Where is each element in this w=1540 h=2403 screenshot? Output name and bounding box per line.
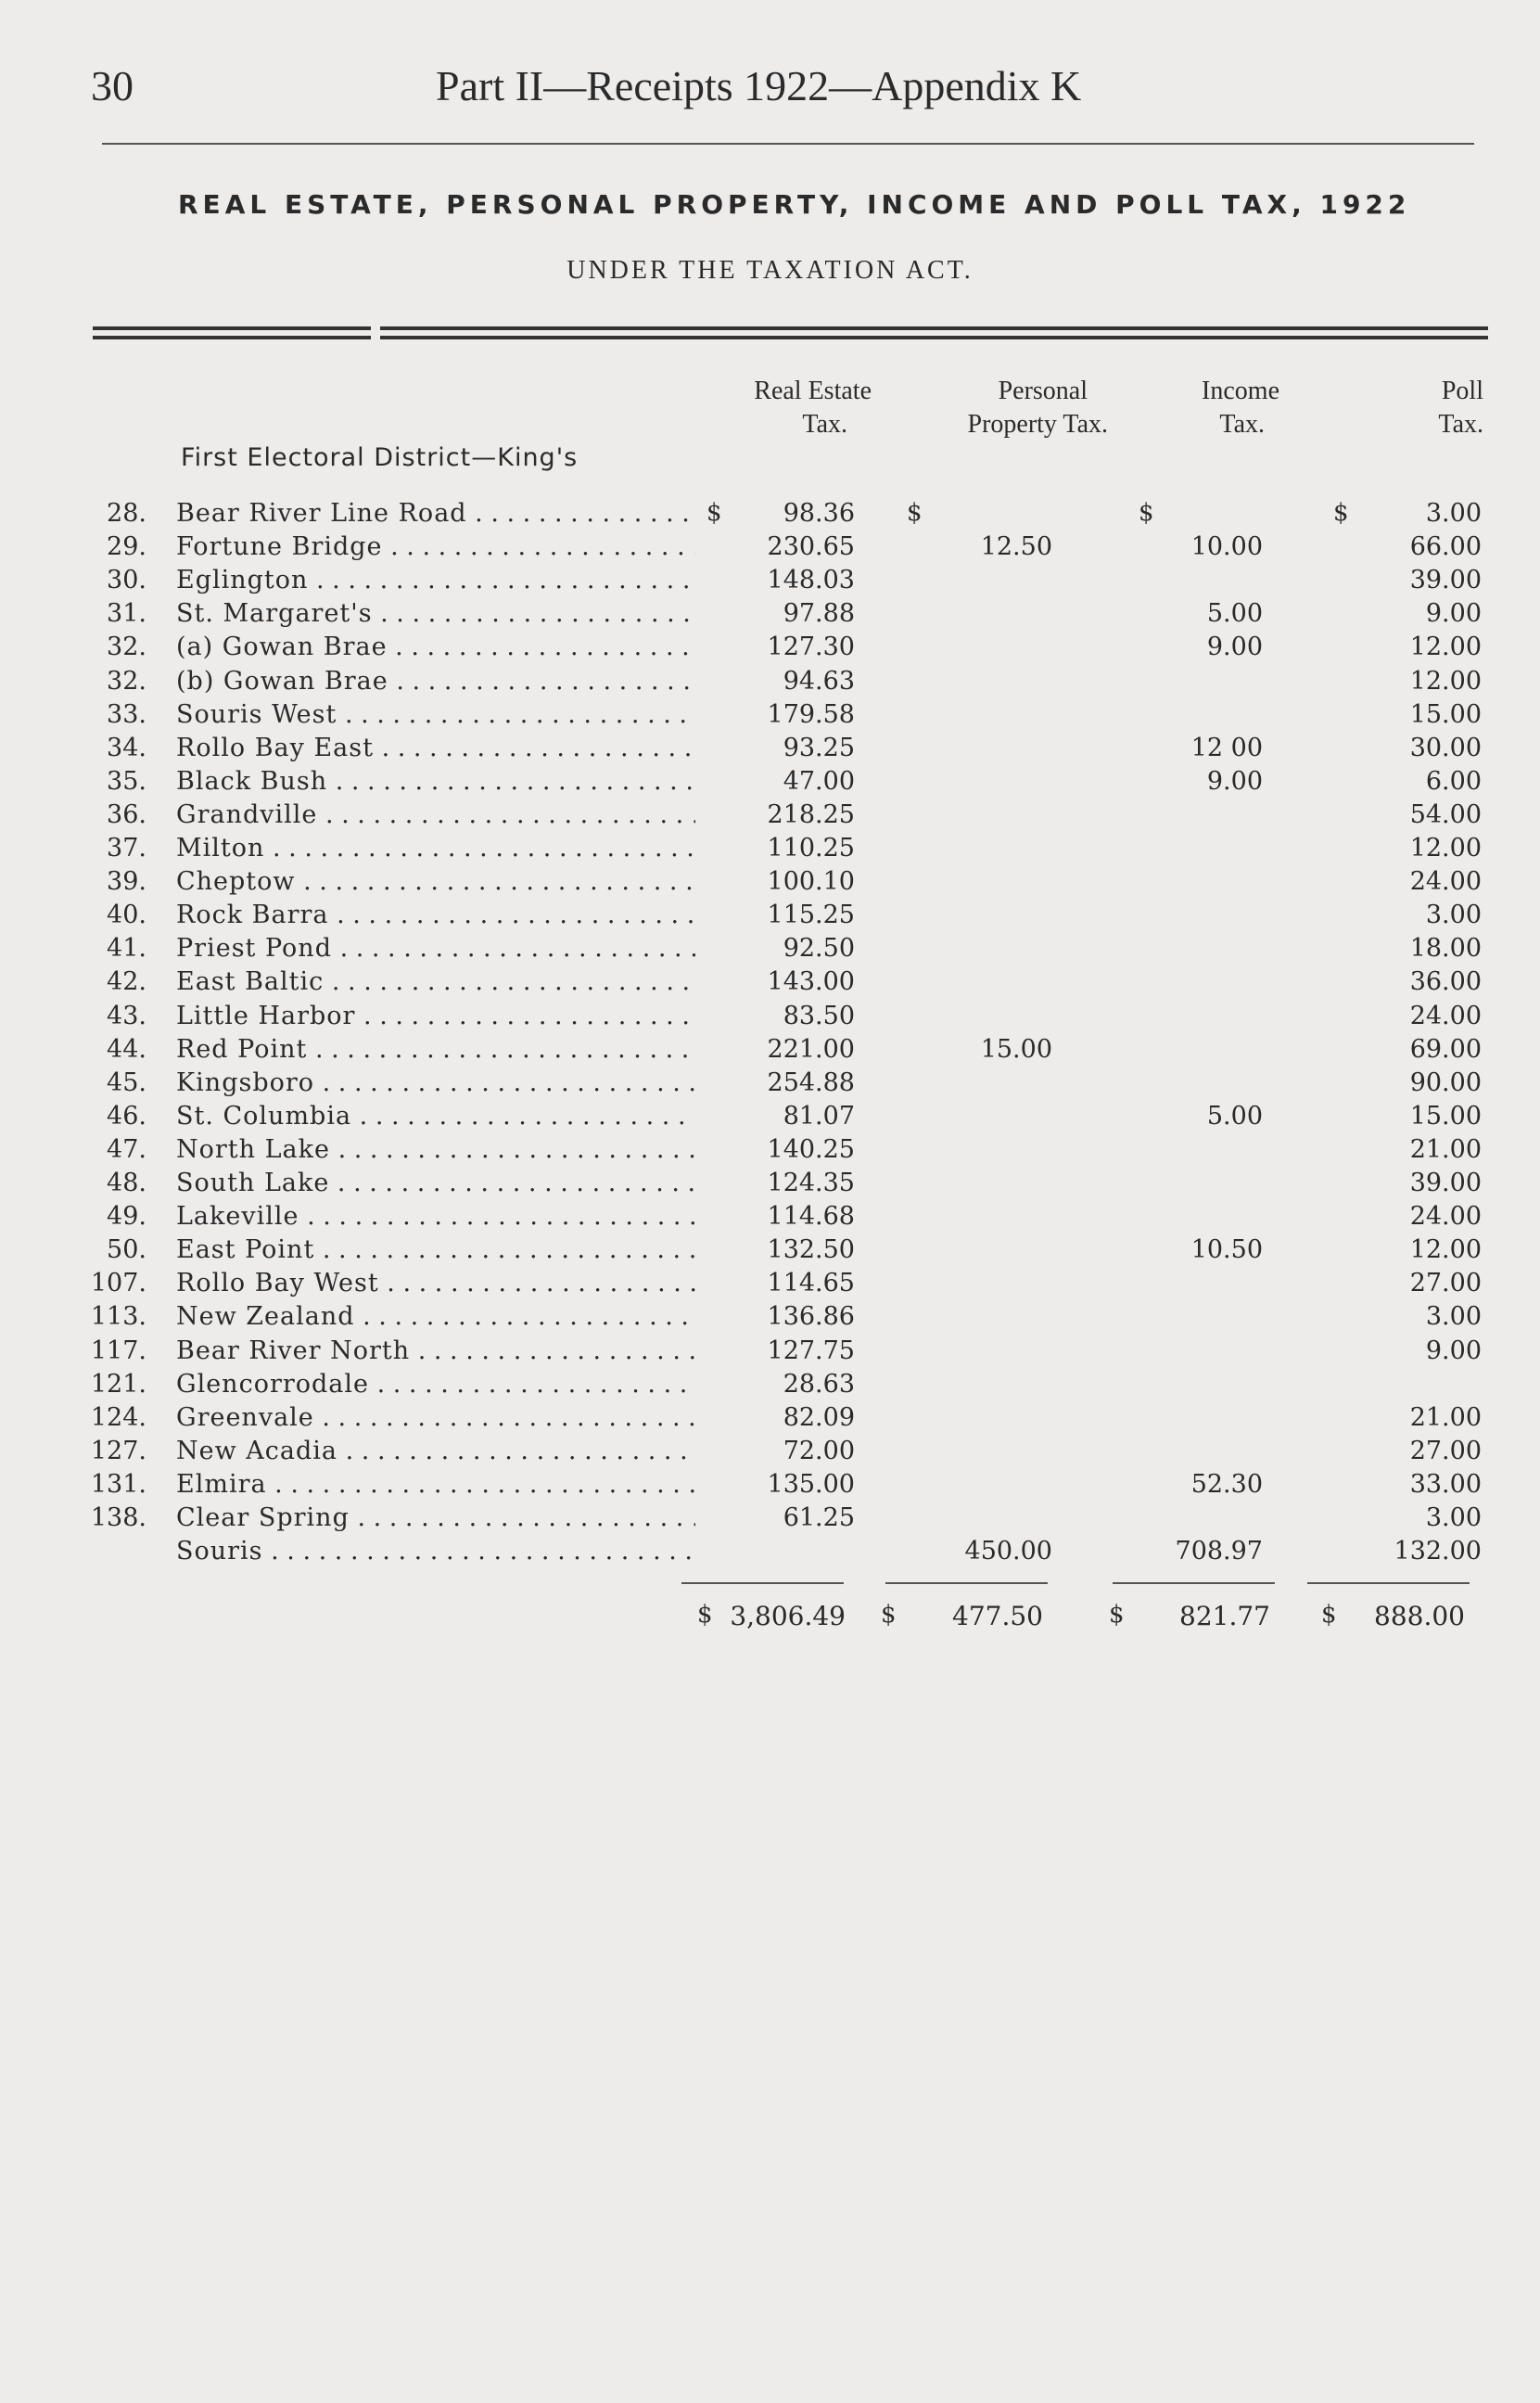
poll-tax: 33.00	[1409, 1469, 1482, 1499]
column-header-line: Income	[1202, 377, 1279, 405]
poll-tax: 24.00	[1409, 1001, 1482, 1030]
double-rule-right-top	[380, 326, 1488, 330]
poll-tax: 54.00	[1409, 799, 1482, 829]
poll-tax: 132.00	[1394, 1537, 1482, 1566]
poll-tax: 12.00	[1409, 633, 1482, 662]
district-name: Rollo Bay West . . .	[176, 1269, 695, 1297]
district-name: South Lake . . .	[176, 1169, 695, 1197]
row-number: 48.	[107, 1169, 146, 1197]
row-number: 41.	[107, 934, 146, 964]
column-header-line: Personal	[998, 377, 1088, 405]
income-tax: 708.97	[1175, 1537, 1263, 1566]
district-name: Greenvale . . .	[176, 1403, 695, 1432]
poll-tax: 39.00	[1409, 566, 1482, 595]
district-name: (b) Gowan Brae . . .	[176, 667, 695, 696]
column-header-income	[1140, 375, 1279, 441]
poll-tax: 15.00	[1409, 699, 1482, 729]
table-row	[0, 1035, 1540, 1068]
table-row	[0, 1537, 1540, 1570]
district-name: Cheptow . . .	[176, 867, 695, 896]
poll-tax: 36.00	[1409, 967, 1482, 997]
real-estate-tax: 127.30	[767, 633, 855, 662]
table-row	[0, 667, 1540, 700]
row-number: 121.	[90, 1369, 146, 1399]
poll-tax: 6.00	[1425, 766, 1482, 796]
table-row	[0, 934, 1540, 967]
real-estate-tax: 124.35	[767, 1169, 855, 1197]
district-name: Bear River Line Road . . .	[176, 499, 695, 528]
personal-property-tax: 15.00	[980, 1034, 1052, 1064]
real-estate-tax: 135.00	[767, 1469, 855, 1499]
district-name: Souris . . .	[176, 1537, 695, 1566]
poll-tax: 3.00	[1425, 499, 1482, 528]
district-name: Lakeville . . .	[176, 1202, 695, 1231]
page-header-title: Part II—Receipts 1922—Appendix K	[436, 62, 1082, 109]
district-name: St. Columbia . . .	[176, 1102, 695, 1131]
real-estate-tax: 98.36	[783, 499, 855, 528]
sum-rule-personal	[885, 1582, 1048, 1584]
district-name: New Zealand . . .	[176, 1302, 695, 1331]
row-number: 33.	[107, 699, 146, 729]
poll-tax: 27.00	[1409, 1436, 1482, 1465]
row-number: 138.	[90, 1503, 146, 1532]
row-number: 29.	[107, 532, 146, 562]
income-tax: 9.00	[1206, 633, 1263, 662]
double-rule-right-bottom	[380, 336, 1488, 339]
table-row	[0, 1068, 1540, 1102]
row-number: 35.	[107, 766, 146, 796]
real-estate-tax: 82.09	[783, 1402, 855, 1432]
page-number: 30	[91, 62, 134, 109]
district-name: Glencorrodale . . .	[176, 1370, 695, 1399]
total-personal: 477.50	[952, 1601, 1043, 1631]
real-estate-tax: 114.68	[767, 1202, 855, 1232]
district-name: Black Bush . . .	[176, 767, 695, 796]
row-number: 50.	[107, 1235, 146, 1265]
district-name: Milton . . .	[176, 834, 695, 863]
district-name: Eglington . . .	[176, 566, 695, 594]
document-subtitle: UNDER THE TAXATION ACT.	[566, 256, 974, 285]
poll-tax: 3.00	[1425, 1302, 1482, 1332]
row-number: 117.	[90, 1336, 146, 1365]
poll-tax: 12.00	[1409, 666, 1482, 696]
district-name: St. Margaret's . . .	[176, 599, 695, 628]
table-row	[0, 867, 1540, 901]
poll-tax: 69.00	[1409, 1034, 1482, 1064]
row-number: 49.	[107, 1202, 146, 1232]
first-row-dollar-income: $	[1139, 499, 1154, 527]
poll-tax: 9.00	[1425, 1336, 1482, 1365]
table-row	[0, 532, 1540, 566]
table-row	[0, 499, 1540, 532]
district-name: (a) Gowan Brae . . .	[176, 633, 695, 661]
first-row-dollar-real-estate: $	[706, 499, 722, 527]
poll-tax: 12.00	[1409, 834, 1482, 863]
table-row	[0, 566, 1540, 599]
column-header-line: Poll	[1441, 377, 1483, 405]
real-estate-tax: 83.50	[783, 1001, 855, 1030]
total-income: 821.77	[1179, 1601, 1270, 1631]
table-row	[0, 1269, 1540, 1302]
district-name: Priest Pond . . .	[176, 934, 695, 963]
real-estate-tax: 97.88	[783, 599, 855, 629]
real-estate-tax: 93.25	[783, 733, 855, 762]
row-number: 107.	[90, 1269, 146, 1298]
column-header-line: Real Estate	[754, 377, 872, 405]
poll-tax: 24.00	[1409, 867, 1482, 897]
total-poll: 888.00	[1374, 1601, 1465, 1631]
column-header-real-estate	[668, 375, 872, 441]
table-row	[0, 1135, 1540, 1169]
district-name: Clear Spring . . .	[176, 1503, 695, 1532]
row-number: 36.	[107, 799, 146, 829]
row-number: 127.	[90, 1436, 146, 1465]
poll-tax: 15.00	[1409, 1101, 1482, 1131]
real-estate-tax: 143.00	[767, 967, 855, 997]
poll-tax: 24.00	[1409, 1202, 1482, 1232]
real-estate-tax: 72.00	[783, 1436, 855, 1465]
district-name: Rock Barra . . .	[176, 901, 695, 929]
double-rule-left-bottom	[93, 336, 371, 339]
table-row	[0, 1336, 1540, 1370]
table-row	[0, 1370, 1540, 1403]
row-number: 28.	[107, 499, 146, 528]
real-estate-tax: 148.03	[767, 566, 855, 595]
real-estate-tax: 115.25	[767, 901, 855, 930]
district-heading: First Electoral District—King's	[181, 443, 579, 472]
poll-tax: 27.00	[1409, 1269, 1482, 1298]
column-header-poll	[1363, 375, 1483, 441]
poll-tax: 9.00	[1425, 599, 1482, 629]
district-name: New Acadia . . .	[176, 1437, 695, 1465]
row-number: 113.	[90, 1302, 146, 1332]
row-number: 37.	[107, 834, 146, 863]
row-number: 45.	[107, 1067, 146, 1097]
real-estate-tax: 114.65	[767, 1269, 855, 1298]
first-row-dollar-personal: $	[907, 499, 923, 527]
district-name: Bear River North . . .	[176, 1336, 695, 1365]
table-row	[0, 599, 1540, 633]
row-number: 44.	[107, 1034, 146, 1064]
income-tax: 5.00	[1206, 599, 1263, 629]
real-estate-tax: 92.50	[783, 934, 855, 964]
row-number: 40.	[107, 901, 146, 930]
column-header-line: Tax.	[1438, 410, 1483, 439]
table-row	[0, 1102, 1540, 1135]
real-estate-tax: 179.58	[767, 699, 855, 729]
poll-tax: 18.00	[1409, 934, 1482, 964]
first-row-dollar-poll: $	[1333, 499, 1349, 527]
table-row	[0, 1302, 1540, 1336]
table-row	[0, 1470, 1540, 1503]
personal-property-tax: 450.00	[964, 1537, 1052, 1566]
district-name: Red Point . . .	[176, 1035, 695, 1064]
row-number: 47.	[107, 1134, 146, 1164]
column-header-line: Tax.	[1219, 410, 1265, 439]
real-estate-tax: 218.25	[767, 799, 855, 829]
real-estate-tax: 132.50	[767, 1235, 855, 1265]
row-number: 30.	[107, 566, 146, 595]
table-row	[0, 901, 1540, 934]
real-estate-tax: 100.10	[767, 867, 855, 897]
table-row	[0, 1503, 1540, 1537]
income-tax: 9.00	[1206, 766, 1263, 796]
sum-rule-income	[1113, 1582, 1275, 1584]
district-name: East Point . . .	[176, 1235, 695, 1264]
row-number: 124.	[90, 1402, 146, 1432]
total-dollar-income: $	[1109, 1601, 1125, 1629]
row-number: 34.	[107, 733, 146, 762]
table-row	[0, 1202, 1540, 1235]
row-number: 31.	[107, 599, 146, 629]
district-name: Souris West . . .	[176, 700, 695, 729]
table-row	[0, 1403, 1540, 1437]
district-name: Elmira . . .	[176, 1470, 695, 1499]
total-dollar-poll: $	[1321, 1601, 1337, 1629]
sum-rule-poll	[1307, 1582, 1470, 1584]
row-number: 32.	[107, 666, 146, 696]
poll-tax: 66.00	[1409, 532, 1482, 562]
table-row	[0, 1437, 1540, 1470]
row-number: 39.	[107, 867, 146, 897]
poll-tax: 3.00	[1425, 1503, 1482, 1532]
table-row	[0, 1169, 1540, 1202]
district-name: Little Harbor . . .	[176, 1002, 695, 1030]
real-estate-tax: 136.86	[767, 1302, 855, 1332]
total-real-estate: 3,806.49	[730, 1601, 846, 1631]
district-name: North Lake . . .	[176, 1135, 695, 1164]
row-number: 32.	[107, 633, 146, 662]
header-rule	[102, 143, 1474, 145]
sum-rule-real-estate	[681, 1582, 844, 1584]
income-tax: 10.00	[1190, 532, 1263, 562]
real-estate-tax: 61.25	[783, 1503, 855, 1532]
income-tax: 5.00	[1206, 1101, 1263, 1131]
real-estate-tax: 221.00	[767, 1034, 855, 1064]
poll-tax: 21.00	[1409, 1402, 1482, 1432]
column-header-line: Property Tax.	[967, 410, 1108, 439]
real-estate-tax: 110.25	[767, 834, 855, 863]
row-number: 131.	[90, 1469, 146, 1499]
income-tax: 12 00	[1190, 733, 1263, 762]
table-row	[0, 734, 1540, 767]
table-row	[0, 967, 1540, 1001]
real-estate-tax: 94.63	[783, 666, 855, 696]
real-estate-tax: 28.63	[783, 1369, 855, 1399]
district-name: Fortune Bridge . . .	[176, 532, 695, 561]
row-number: 42.	[107, 967, 146, 997]
table-row	[0, 1235, 1540, 1269]
real-estate-tax: 47.00	[783, 766, 855, 796]
row-number: 46.	[107, 1101, 146, 1131]
income-tax: 10.50	[1190, 1235, 1263, 1265]
poll-tax: 3.00	[1425, 901, 1482, 930]
table-row	[0, 834, 1540, 867]
poll-tax: 21.00	[1409, 1134, 1482, 1164]
row-number: 43.	[107, 1001, 146, 1030]
real-estate-tax: 127.75	[767, 1336, 855, 1365]
table-row	[0, 633, 1540, 666]
double-rule-left-top	[93, 326, 371, 330]
poll-tax: 90.00	[1409, 1067, 1482, 1097]
poll-tax: 39.00	[1409, 1169, 1482, 1197]
table-row	[0, 800, 1540, 834]
table-row	[0, 700, 1540, 734]
table-row	[0, 767, 1540, 800]
total-dollar-personal: $	[881, 1601, 897, 1629]
real-estate-tax: 230.65	[767, 532, 855, 562]
poll-tax: 12.00	[1409, 1235, 1482, 1265]
personal-property-tax: 12.50	[980, 532, 1052, 562]
poll-tax: 30.00	[1409, 733, 1482, 762]
document-title: REAL ESTATE, PERSONAL PROPERTY, INCOME AND POLL TAX, 1922	[178, 189, 1411, 220]
real-estate-tax: 140.25	[767, 1134, 855, 1164]
district-name: East Baltic . . .	[176, 967, 695, 996]
real-estate-tax: 254.88	[767, 1067, 855, 1097]
column-header-line: Tax.	[802, 410, 847, 439]
column-header-personal	[890, 375, 1108, 441]
district-name: Kingsboro . . .	[176, 1068, 695, 1097]
income-tax: 52.30	[1190, 1469, 1263, 1499]
district-name: Grandville . . .	[176, 800, 695, 829]
table-row	[0, 1002, 1540, 1035]
district-name: Rollo Bay East . . .	[176, 734, 695, 762]
total-dollar-real-estate: $	[697, 1601, 713, 1629]
real-estate-tax: 81.07	[783, 1101, 855, 1131]
